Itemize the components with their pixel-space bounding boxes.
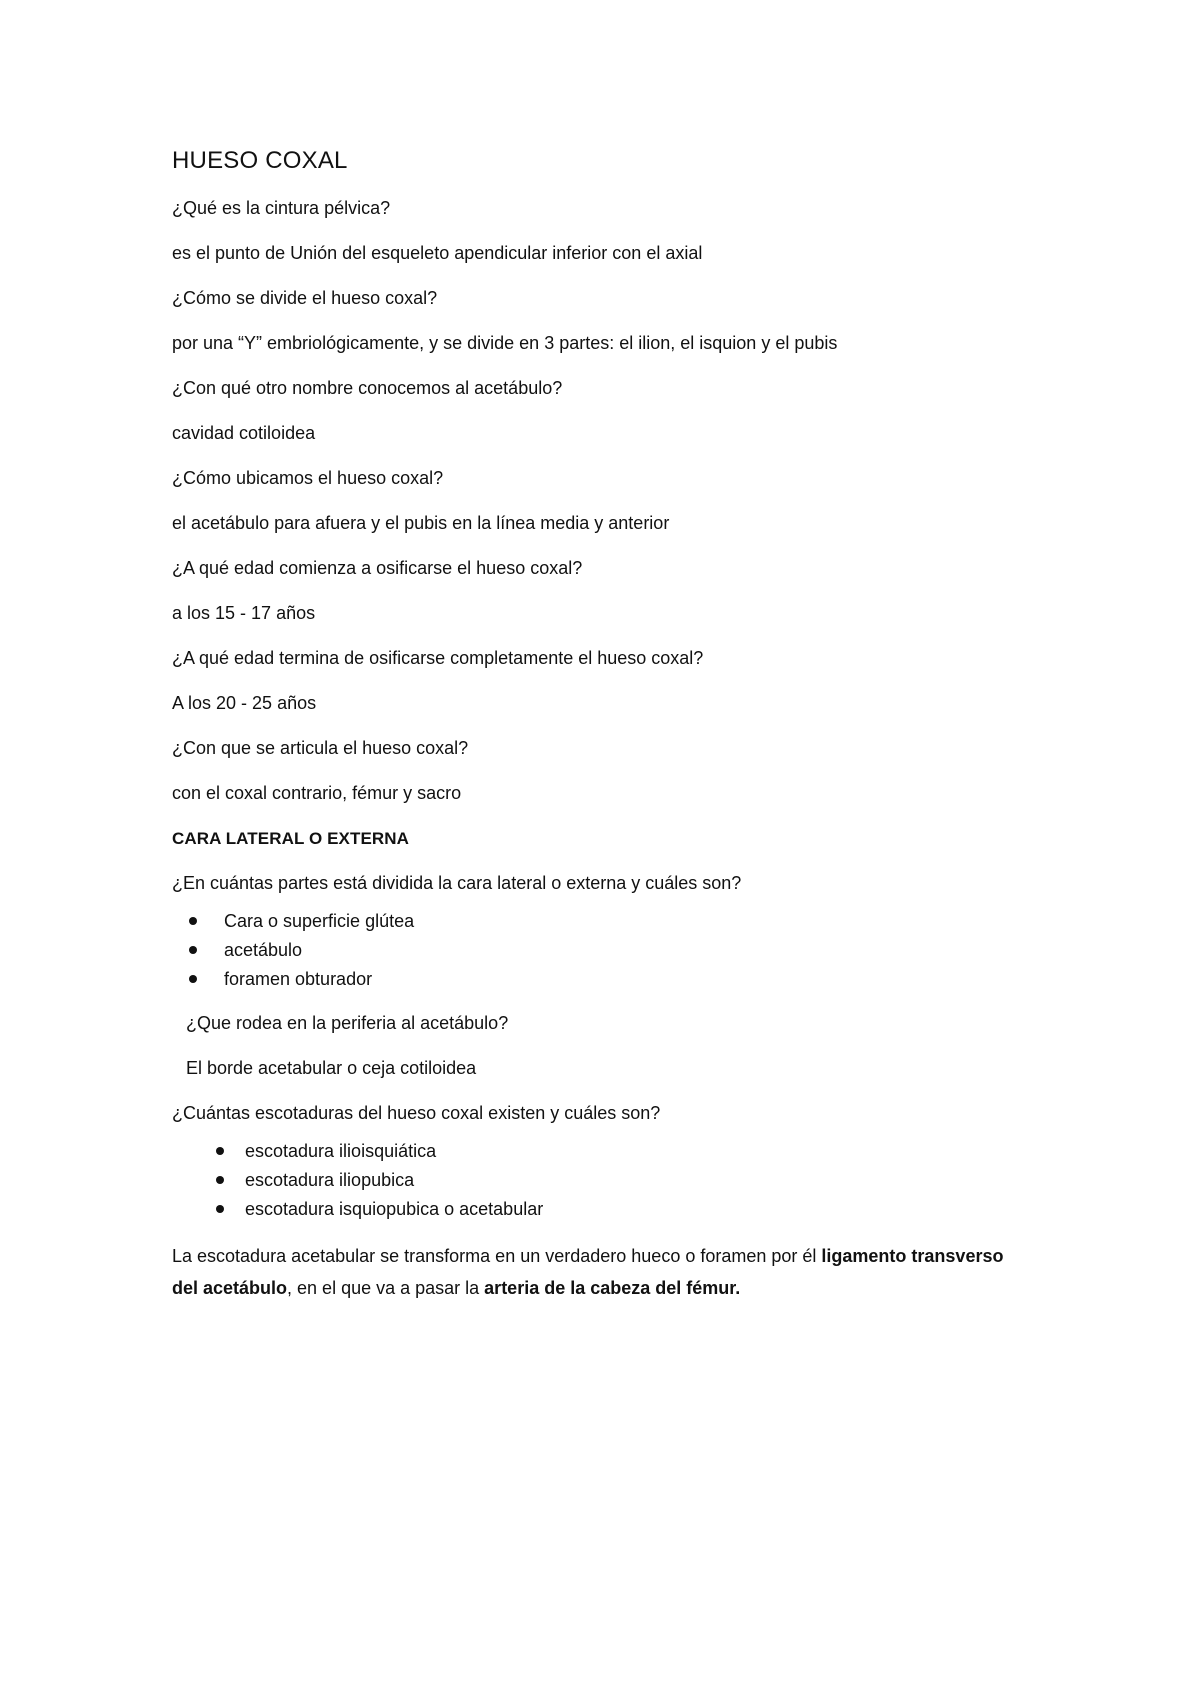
list-item bbox=[172, 1195, 1032, 1224]
question-4: ¿Cómo ubicamos el hueso coxal? bbox=[172, 468, 444, 488]
list-item-text: Cara o superficie glútea bbox=[224, 911, 415, 931]
notches-list bbox=[172, 1137, 1032, 1224]
answer-4: el acetábulo para afuera y el pubis en la línea media y anterior bbox=[172, 513, 670, 533]
list-item-text: escotadura isquiopubica o acetabular bbox=[245, 1199, 544, 1219]
paragraph-text: La escotadura acetabular se transforma en un verdadero hueco o foramen por él bbox=[172, 1246, 822, 1266]
question-6: ¿A qué edad termina de osificarse completamente el hueso coxal? bbox=[172, 648, 704, 668]
list-item bbox=[172, 1137, 1032, 1166]
question-7: ¿Con que se articula el hueso coxal? bbox=[172, 738, 469, 758]
question-8: ¿En cuántas partes está dividida la cara lateral o externa y cuáles son? bbox=[172, 873, 742, 893]
question-1: ¿Qué es la cintura pélvica? bbox=[172, 198, 391, 218]
answer-6: A los 20 - 25 años bbox=[172, 693, 317, 713]
bullet-icon bbox=[216, 1176, 224, 1184]
list-item bbox=[172, 936, 1032, 965]
answer-7: con el coxal contrario, fémur y sacro bbox=[172, 783, 462, 803]
bullet-icon bbox=[216, 1205, 224, 1213]
document-title: HUESO COXAL bbox=[172, 147, 348, 174]
list-item-text: escotadura ilioisquiática bbox=[245, 1141, 437, 1161]
answer-1: es el punto de Unión del esqueleto apendicular inferior con el axial bbox=[172, 243, 703, 263]
bold-term-ligament: ligamento transverso del acetábulo bbox=[172, 1246, 1004, 1298]
bullet-icon bbox=[189, 975, 197, 983]
list-item bbox=[172, 965, 1032, 994]
answer-2: por una “Y” embriológicamente, y se divide en 3 partes: el ilion, el isquion y el pubis bbox=[172, 333, 838, 353]
paragraph-text: , en el que va a pasar la bbox=[287, 1278, 485, 1298]
bullet-icon bbox=[189, 946, 197, 954]
question-9: ¿Que rodea en la periferia al acetábulo? bbox=[186, 1013, 509, 1033]
answer-3: cavidad cotiloidea bbox=[172, 423, 316, 443]
section-heading: CARA LATERAL O EXTERNA bbox=[172, 829, 410, 848]
question-10: ¿Cuántas escotaduras del hueso coxal existen y cuáles son? bbox=[172, 1103, 661, 1123]
final-paragraph bbox=[172, 1240, 1032, 1304]
bold-term-artery: arteria de la cabeza del fémur. bbox=[484, 1278, 741, 1298]
document-body bbox=[172, 145, 1032, 1304]
question-2: ¿Cómo se divide el hueso coxal? bbox=[172, 288, 438, 308]
bullet-icon bbox=[216, 1147, 224, 1155]
parts-list bbox=[172, 907, 1032, 994]
question-3: ¿Con qué otro nombre conocemos al acetábulo? bbox=[172, 378, 563, 398]
answer-5: a los 15 - 17 años bbox=[172, 603, 316, 623]
list-item-text: escotadura iliopubica bbox=[245, 1170, 415, 1190]
list-item-text: acetábulo bbox=[224, 940, 303, 960]
list-item bbox=[172, 907, 1032, 936]
answer-9: El borde acetabular o ceja cotiloidea bbox=[186, 1058, 477, 1078]
list-item-text: foramen obturador bbox=[224, 969, 373, 989]
question-5: ¿A qué edad comienza a osificarse el hueso coxal? bbox=[172, 558, 583, 578]
list-item bbox=[172, 1166, 1032, 1195]
bullet-icon bbox=[189, 917, 197, 925]
